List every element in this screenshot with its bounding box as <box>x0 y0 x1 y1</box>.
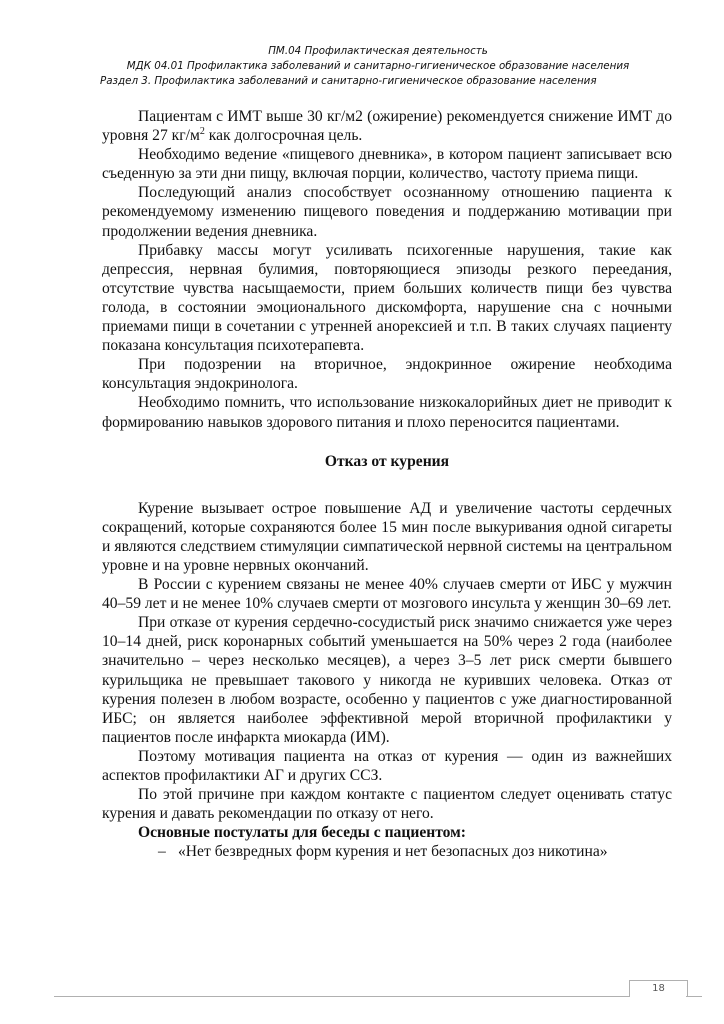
paragraph-conversation-postulates: Основные постулаты для беседы с пациентом: <box>138 824 466 842</box>
running-header <box>100 44 656 89</box>
footer-rule-right <box>686 996 702 997</box>
paragraph-smoking-statistics: В России с курением связаны не менее 40% случаев смерти от ИБС у мужчин 40–59 лет и не менее 10% случаев смерти от мозгового инсульта у женщин 30–69 лет. <box>102 576 672 613</box>
paragraph-low-calorie-diets: Необходимо помнить, что использование низкокалорийных диет не приводит к формированию навыков здорового питания и плохо переносится пациентами. <box>102 394 672 431</box>
paragraph-status-assessment: По этой причине при каждом контакте с пациентом следует оценивать статус курения и давать рекомендации по отказу от него. <box>102 786 672 823</box>
paragraph-food-diary: Необходимо ведение «пищевого дневника», в котором пациент записывает всю съеденную за эти дни пищу, включая порции, количество, частоту приема пищи. <box>102 146 672 183</box>
paragraph-motivation: Поэтому мотивация пациента на отказ от курения — один из важнейших аспектов профилактики АГ и других ССЗ. <box>102 747 672 784</box>
page-number: 18 <box>629 980 688 997</box>
paragraph-diary-analysis: Последующий анализ способствует осознанному отношению пациента к рекомендуемому изменению пищевого поведения и поддержанию мотивации при продолжении ведения дневника. <box>102 184 672 240</box>
header-module-title: ПМ.04 Профилактическая деятельность <box>268 45 488 57</box>
dash-bullet: – <box>158 843 166 861</box>
header-course-title: МДК 04.01 Профилактика заболеваний и санитарно-гигиеническое образование населения <box>126 60 630 72</box>
paragraph-endocrine-obesity: При подозрении на вторичное, эндокринное ожирение необходима консультация эндокринолога. <box>102 356 672 393</box>
document-body <box>102 107 672 861</box>
list-item <box>102 842 672 861</box>
list-item-text: «Нет безвредных форм курения и нет безопасных доз никотина» <box>178 843 608 861</box>
paragraph-smoking-effects: Курение вызывает острое повышение АД и увеличение частоты сердечных сокращений, которые сохраняются более 15 мин после выкуривания одной сигареты и являются следствием стимуляции симпатической нервной системы на центральном уровне и на уровне нервных окончаний. <box>102 499 672 574</box>
section-heading-smoking-cessation: Отказ от курения <box>324 452 450 470</box>
header-section-title: Раздел 3. Профилактика заболеваний и санитарно-гигиеническое образование населения <box>100 75 597 87</box>
footer-rule-left <box>54 996 629 997</box>
paragraph-quitting-benefits: При отказе от курения сердечно-сосудистый риск значимо снижается уже через 10–14 дней, риск коронарных событий уменьшается на 50% через 2 года (наиболее значительно – через несколько месяцев), а через 3–5 лет риск смерти бывшего курильщика не превышает такового у никогда не куривших человека. Отказ от курения полезен в любом возрасте, особенно у пациентов с уже диагностированной ИБС; он является наиболее эффективной мерой вторичной профилактики у пациентов после инфаркта миокарда (ИМ). <box>102 614 672 746</box>
paragraph-psychogenic-disorders: Прибавку массы могут усиливать психогенные нарушения, такие как депрессия, нервная булимия, повторяющиеся эпизоды резкого переедания, отсутствие чувства насыщаемости, прием больших количеств пищи без чувства голода, в состоянии эмоционального дискомфорта, нарушение сна с ночными приемами пищи в сочетании с утренней анорексией и т.п. В таких случаях пациенту показана консультация психотерапевта. <box>102 241 672 355</box>
paragraph-bmi-goal: Пациентам с ИМТ выше 30 кг/м2 (ожирение) рекомендуется снижение ИМТ до уровня 27 $кг/м^2$ как долгосрочная цель. <box>102 108 672 145</box>
